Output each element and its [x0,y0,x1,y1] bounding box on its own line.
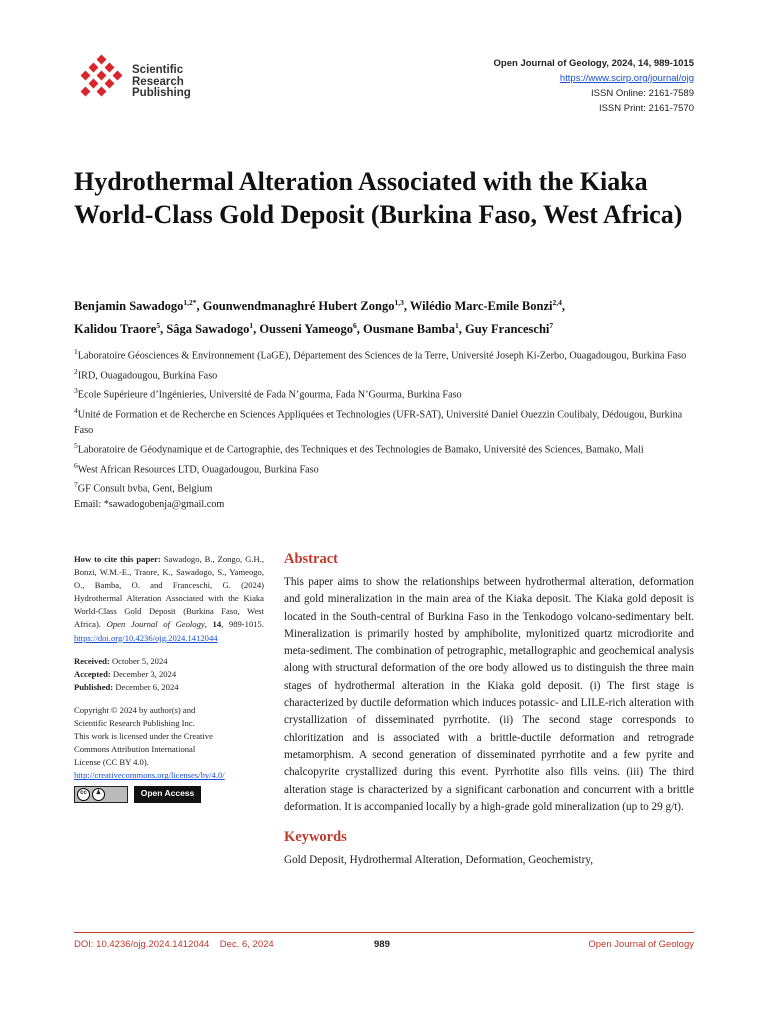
affil-sup: 3 [74,386,78,396]
license-block [74,704,264,803]
received-date: October 5, 2024 [111,655,168,666]
by-person-icon: ♟ [92,788,105,801]
published-label: Published: [74,681,114,692]
footer-date: Dec. 6, 2024 [219,939,274,950]
affil-sup: 4 [74,406,78,416]
accepted-label: Accepted: [74,668,111,679]
accepted-date: December 3, 2024 [112,668,177,679]
journal-citation-line: Open Journal of Geology, 2024, 14, 989-1015 [493,58,694,69]
affiliation-item [74,344,696,364]
cite-doi-link[interactable]: https://doi.org/10.4236/ojg.2024.1412044 [74,632,218,643]
author-name: Guy Franceschi [465,322,550,337]
journal-info [494,56,694,116]
journal-url-link[interactable]: https://www.scirp.org/journal/ojg [559,73,694,84]
license-line: License (CC BY 4.0). [74,757,149,768]
main-column [284,551,694,869]
author-name: Ousseni Yameogo [259,322,353,337]
author-affil-sup: 1 [455,321,459,331]
cite-text: Sawadogo, B., Zongo, G.H., Bonzi, W.M.-E., Traore, K., Sawadogo, S., Yameogo, O., Bamba, O. and Franceschi, G. (2024) Hydrothermal Alteration Associated with the Kiaka World-Class Gold Deposit (Burkina Faso, West Africa). [74,554,264,630]
publisher-name-line2: Research [132,75,184,88]
affil-text: IRD, Ouagadougou, Burkina Faso [77,370,218,382]
keywords-text: Gold Deposit, Hydrothermal Alteration, Deformation, Geochemistry, [284,854,594,867]
affil-text: Laboratoire Géosciences & Environnement (LaGE), Département des Sciences de la Terre, Université Joseph Ki-Zerbo, Ouagadougou, Burkina Faso [77,350,687,362]
author-name: Gounwendmanaghré Hubert Zongo [202,299,395,314]
received-label: Received: [74,655,110,666]
license-line: This work is licensed under the Creative [74,731,213,742]
cc-by-license-icon[interactable] [74,786,128,803]
author-affil-sup: 5 [156,321,161,331]
affil-text: Unité de Formation et de Recherche en Sciences Appliquées et Technologies (UFR-SAT), Université Daniel Ouezzin Coulibaly, Dédougou, Burkina Faso [74,409,683,436]
affiliation-item [74,438,696,458]
publisher-name-line1: Scientific [132,64,184,76]
copyright-line: Copyright © 2024 by author(s) and [74,704,196,715]
publisher-name-line3: Publishing [132,87,191,99]
affil-text: Laboratoire de Géodynamique et de Cartographie, des Techniques et des Technologies de Bamako, Université des Sciences, Bamako, Mali [77,444,644,456]
abstract-heading: Abstract [284,551,338,567]
author-affil-sup: 1,2* [183,298,197,307]
footer-doi: DOI: 10.4236/ojg.2024.1412044 [74,939,210,950]
affil-sup: 5 [74,441,78,451]
open-access-badge: Open Access [134,786,201,803]
license-line: Commons Attribution International [74,744,196,755]
license-link[interactable]: http://creativecommons.org/licenses/by/4.0/ [74,770,225,781]
author-name: Ousmane Bamba [362,322,455,337]
publisher-logo [76,50,206,110]
cite-label: How to cite this paper: [74,554,161,564]
page-number: 989 [374,939,390,950]
affil-text: West African Resources LTD, Ouagadougou, Burkina Faso [77,464,319,476]
issn-print: ISSN Print: 2161-7570 [598,103,694,114]
affil-sup: 1 [74,347,78,356]
author-affil-sup: 1 [249,321,254,331]
affil-sup: 6 [74,460,78,470]
abstract-text: This paper aims to show the relationships between hydrothermal alteration, deformation and gold mineralization in the main area of the Kiaka deposit. The Kiaka gold deposit is located in the South-central of Burkina Faso in the Tenkodogo volcano-sedimentary belt. Mineralization is primarily hosted by amphibolite, mylonitized quartz microdiorite and meta-sediment. The combination of petrographic, metallographic and geochemical analysis along with structural deformation of the ore body allowed us to distinguish the three main stages of hydrothermal alteration in the Kiaka gold deposit. (i) The first stage is characterized by ductile deformation which induces potassic- and LILE-rich alteration with crystallization of disseminated pyrrhotite. (ii) The second stage corresponds to chloritization and is associated with a brittle-ductile deformation and retrograde metamorphism. A second generation of disseminated pyrrhotite and a few pyrite and chalcopyrite crystallized during this event. Pyrrhotite also fills veins. (iii) The third alteration stage is characterized by a significant carbonation and concurrent with a brittle deformation. It is accompanied locally by a high-grade gold mineralization (up to 29 g/t). [284,576,694,813]
affiliation-item [74,458,696,478]
author-name: Benjamin Sawadogo [74,299,184,314]
cite-journal: Open Journal of Geology [106,619,205,630]
cite-pages: , 989-1015. [221,619,264,630]
corresponding-email: Email: *sawadogobenja@gmail.com [74,499,225,511]
how-to-cite: How to cite this paper: Sawadogo, B., Zongo, G.H., Bonzi, W.M.-E., Traore, K., Sawadogo, S., Yameogo, O., Bamba, O. and Franceschi, G. (2024) Hydrothermal Alteration Associated with the Kiaka World-Class Gold Deposit (Burkina Faso, West Africa). Open Journal of Geology, 14, 989-1015. https://doi.org/10.4236/ojg.2024.1412044 [74,554,264,643]
author-list: Benjamin Sawadogo$^{1,2*}$, Gounwendmanaghré Hubert Zongo$^{1,3}$, Wilédio Marc-Emile Bonzi$^{2,4}$, Kalidou Traore$^5$, Sâga Sawadogo$^1$, Ousseni Yameogo$^6$, Ousmane Bamba$^1$, Guy Franceschi$^7$ [74,298,565,337]
affiliation-item [74,364,696,384]
affiliation-item [74,383,696,403]
published-date: December 6, 2024 [115,681,179,692]
paper-title: Hydrothermal Alteration Associated with the Kiaka World-Class Gold Deposit (Burkina Faso, West Africa) [74,167,683,229]
scirp-diamond-logo-icon [76,54,128,106]
affiliation-list [74,344,696,512]
cite-volume: 14 [212,619,222,630]
affil-sup: 2 [74,366,78,376]
copyright-line: Scientific Research Publishing Inc. [74,718,195,729]
author-affil-sup: 2,4 [552,298,562,307]
citation-sidebar [74,553,264,803]
dates-block [74,655,264,694]
author-name: Wilédio Marc-Emile Bonzi [409,299,553,314]
cc-icon: cc [77,788,90,801]
author-affil-sup: 7 [549,321,554,331]
footer-doi-date [74,939,274,950]
author-name: Kalidou Traore [74,322,157,337]
affil-text: GF Consult bvba, Gent, Belgium [77,483,213,495]
author-affil-sup: 1,3 [394,298,404,307]
affil-text: Ecole Supérieure d’Ingénieries, Université de Fada N’gourma, Fada N’Gourma, Burkina Faso [77,389,462,401]
affiliation-item [74,477,696,497]
issn-online: ISSN Online: 2161-7589 [591,88,694,99]
footer-journal: Open Journal of Geology [588,939,694,950]
affiliation-item [74,403,696,438]
keywords-heading: Keywords [284,829,347,846]
author-affil-sup: 6 [352,321,357,331]
affil-sup: 7 [74,480,78,490]
author-name: Sâga Sawadogo [166,322,250,337]
footer-divider [74,932,694,933]
